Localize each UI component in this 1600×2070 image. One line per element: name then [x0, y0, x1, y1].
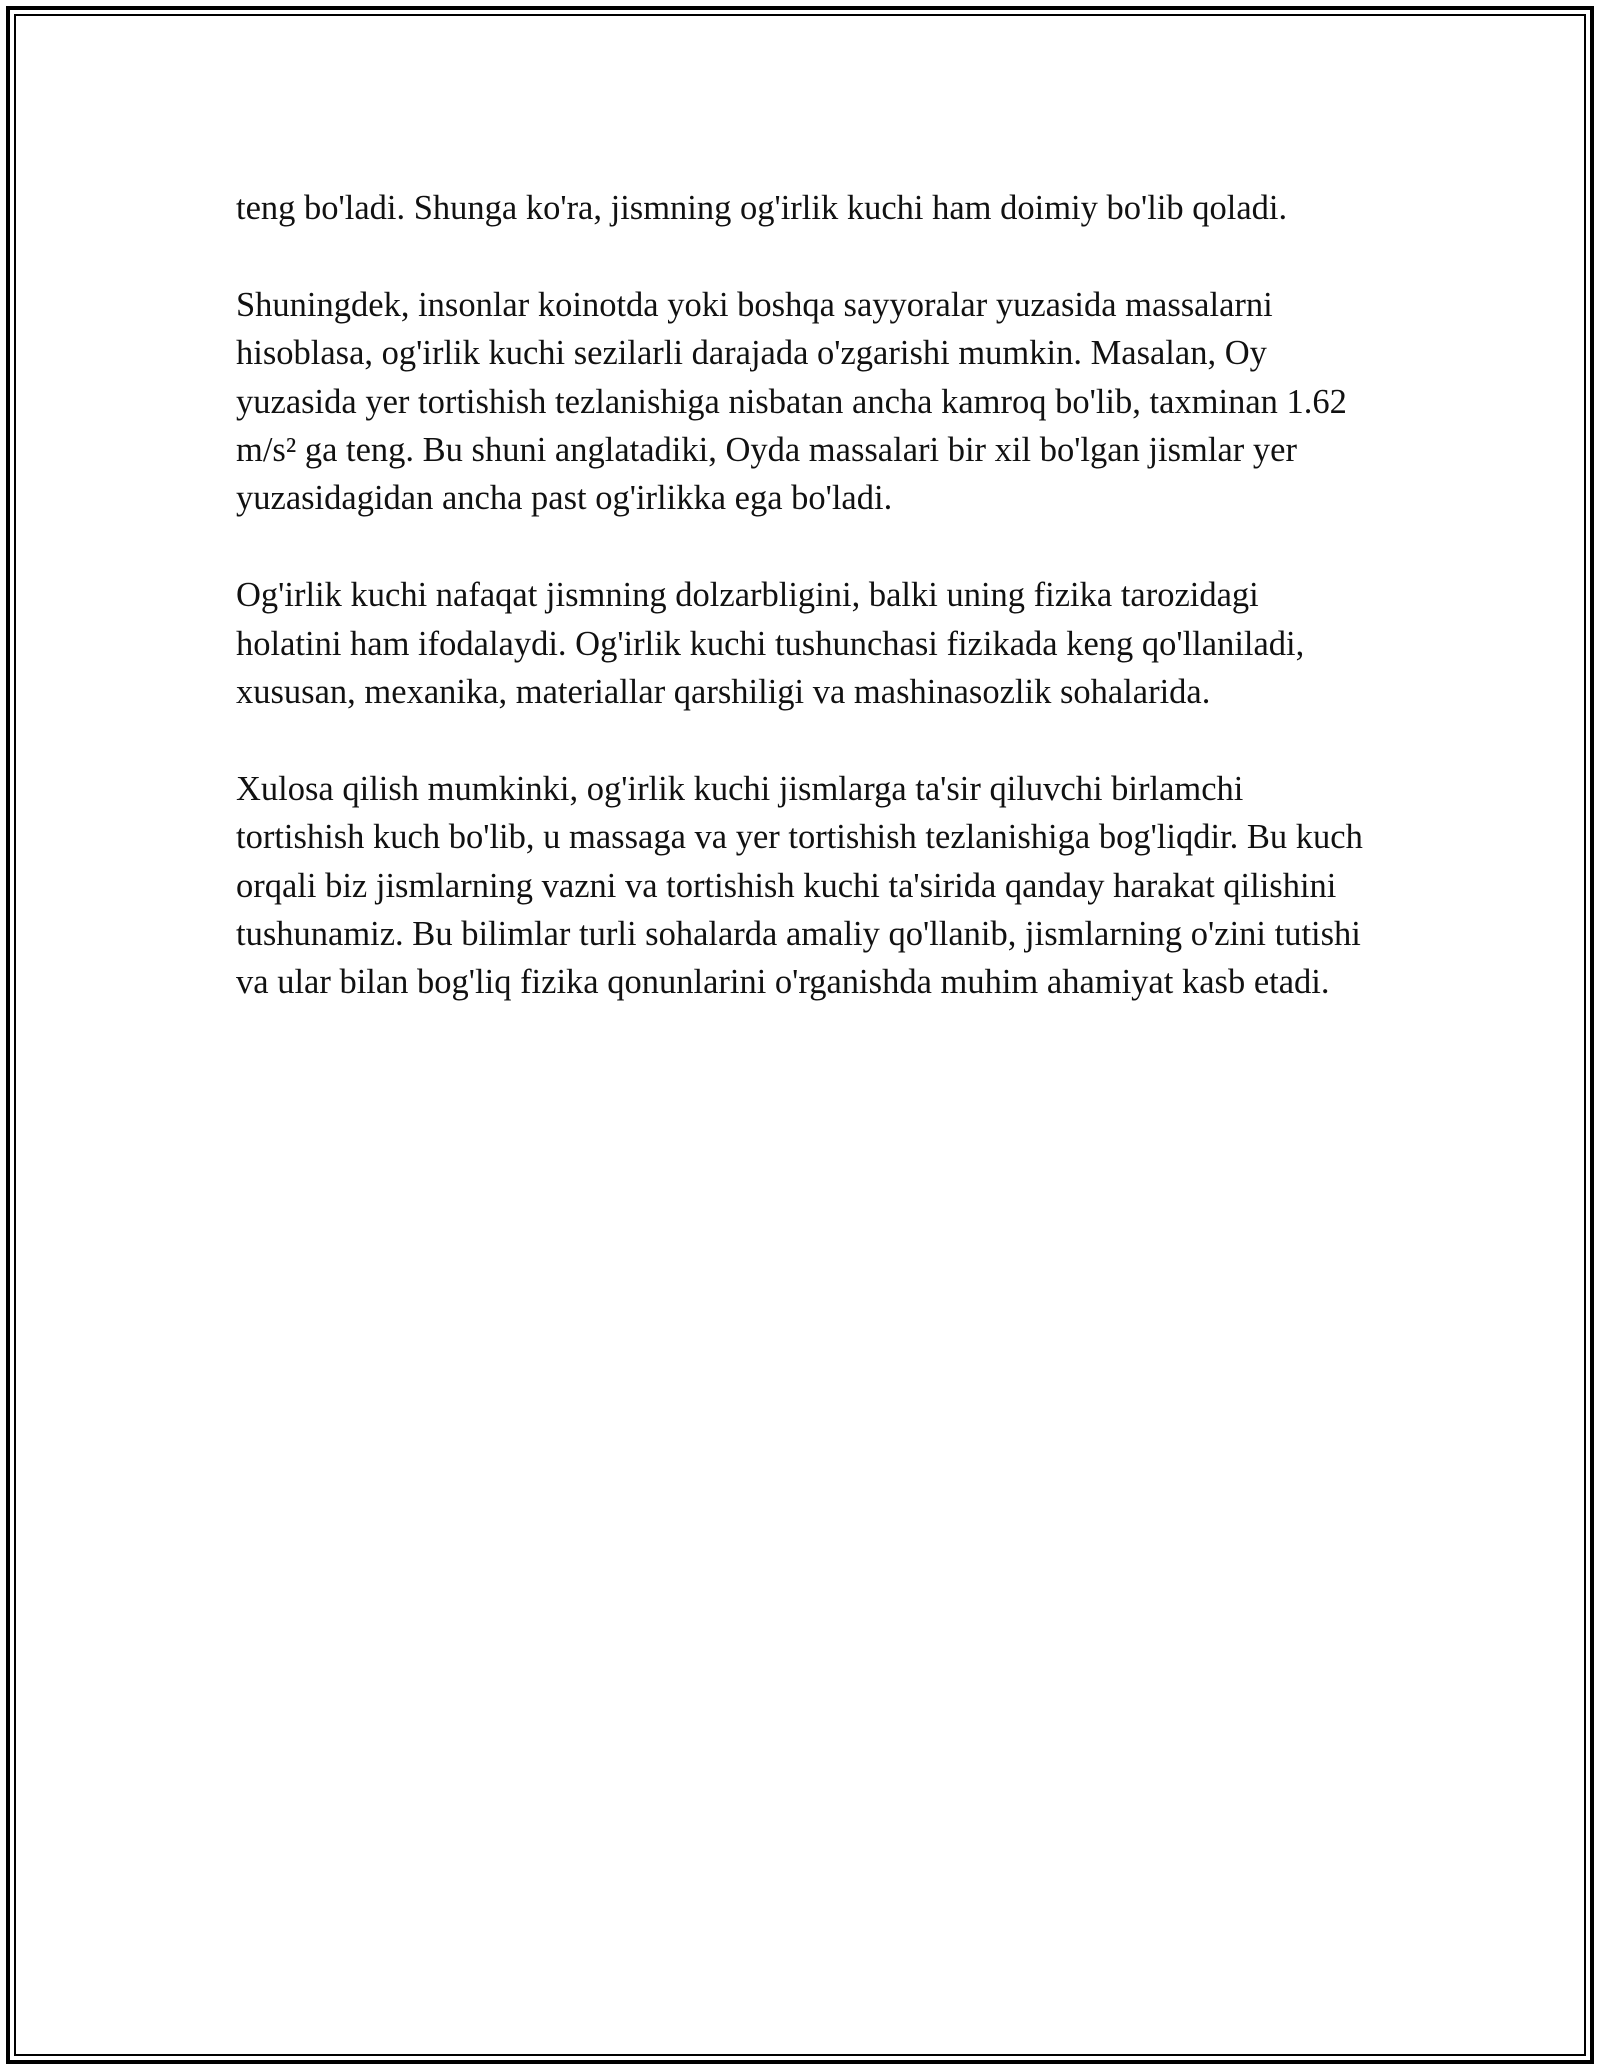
paragraph-3: Og'irlik kuchi nafaqat jismning dolzarbligini, balki uning fizika tarozidagi holatini ham ifodalaydi. Og'irlik kuchi tushunchasi fizikada keng qo'llaniladi, xususan, mexanika, materiallar qarshiligi va mashinasozlik sohalarida. — [236, 576, 1305, 712]
document-body — [236, 184, 1366, 1055]
paragraph-4: Xulosa qilish mumkinki, og'irlik kuchi jismlarga ta'sir qiluvchi birlamchi tortishish kuch bo'lib, u massaga va yer tortishish tezlanishiga bog'liqdir. Bu kuch orqali biz jismlarning vazni va tortishish kuchi ta'sirida qanday harakat qilishini tushunamiz. Bu bilimlar turli sohalarda amaliy qo'llanib, jismlarning o'zini tutishi va ular bilan bog'liq fizika qonunlarini o'rganishda muhim ahamiyat kasb etadi. — [236, 769, 1363, 1002]
paragraph-2: Shuningdek, insonlar koinotda yoki boshqa sayyoralar yuzasida massalarni hisoblasa, og'irlik kuchi sezilarli darajada o'zgarishi mumkin. Masalan, Oy yuzasida yer tortishish tezlanishiga nisbatan ancha kamroq bo'lib, taxminan 1.62 m/s² ga teng. Bu shuni anglatadiki, Oyda massalari bir xil bo'lgan jismlar yer yuzasidagidan ancha past og'irlikka ega bo'ladi. — [236, 285, 1347, 518]
paragraph-1: teng bo'ladi. Shunga ko'ra, jismning og'irlik kuchi ham doimiy bo'lib qoladi. — [236, 189, 1288, 227]
